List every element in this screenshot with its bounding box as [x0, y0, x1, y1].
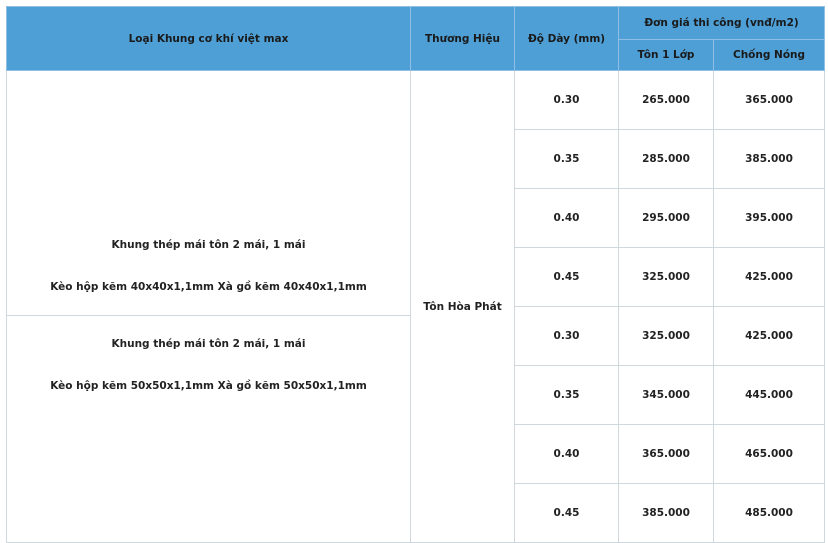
- brand-cell: Tôn Hòa Phát: [411, 71, 515, 543]
- thickness-cell: 0.35: [515, 130, 619, 189]
- frame-type-cell: [7, 71, 411, 543]
- thickness-cell: 0.40: [515, 189, 619, 248]
- single-layer-price: 325.000: [619, 307, 714, 366]
- header-row: [7, 7, 825, 40]
- header-frame-type: Loại Khung cơ khí việt max: [7, 7, 411, 71]
- header-insulated: Chống Nóng: [714, 40, 825, 71]
- thickness-cell: 0.30: [515, 71, 619, 130]
- insulated-price: 485.000: [714, 484, 825, 543]
- insulated-price: 465.000: [714, 425, 825, 484]
- header-single-layer: Tôn 1 Lớp: [619, 40, 714, 71]
- single-layer-price: 365.000: [619, 425, 714, 484]
- price-table: [6, 6, 825, 543]
- frame-group-1-line2: Kèo hộp kẽm 40x40x1,1mm Xà gồ kẽm 40x40x1,1mm: [50, 281, 367, 293]
- insulated-price: 425.000: [714, 307, 825, 366]
- frame-group-2-line1: Khung thép mái tôn 2 mái, 1 mái: [111, 338, 306, 350]
- single-layer-price: 265.000: [619, 71, 714, 130]
- insulated-price: 445.000: [714, 366, 825, 425]
- thickness-cell: 0.30: [515, 307, 619, 366]
- single-layer-price: 385.000: [619, 484, 714, 543]
- single-layer-price: 285.000: [619, 130, 714, 189]
- thickness-cell: 0.45: [515, 248, 619, 307]
- insulated-price: 395.000: [714, 189, 825, 248]
- insulated-price: 385.000: [714, 130, 825, 189]
- thickness-cell: 0.45: [515, 484, 619, 543]
- single-layer-price: 295.000: [619, 189, 714, 248]
- header-brand: Thương Hiệu: [411, 7, 515, 71]
- header-thickness: Độ Dày (mm): [515, 7, 619, 71]
- table-row: [7, 71, 825, 130]
- insulated-price: 425.000: [714, 248, 825, 307]
- frame-group-1: [7, 71, 410, 315]
- frame-group-2-line2: Kèo hộp kẽm 50x50x1,1mm Xà gồ kẽm 50x50x1,1mm: [50, 380, 367, 392]
- price-table-container: [6, 6, 825, 543]
- insulated-price: 365.000: [714, 71, 825, 130]
- thickness-cell: 0.40: [515, 425, 619, 484]
- frame-group-2: [7, 316, 410, 538]
- single-layer-price: 345.000: [619, 366, 714, 425]
- frame-group-1-line1: Khung thép mái tôn 2 mái, 1 mái: [111, 239, 306, 251]
- header-unit-price: Đơn giá thi công (vnđ/m2): [619, 7, 825, 40]
- single-layer-price: 325.000: [619, 248, 714, 307]
- thickness-cell: 0.35: [515, 366, 619, 425]
